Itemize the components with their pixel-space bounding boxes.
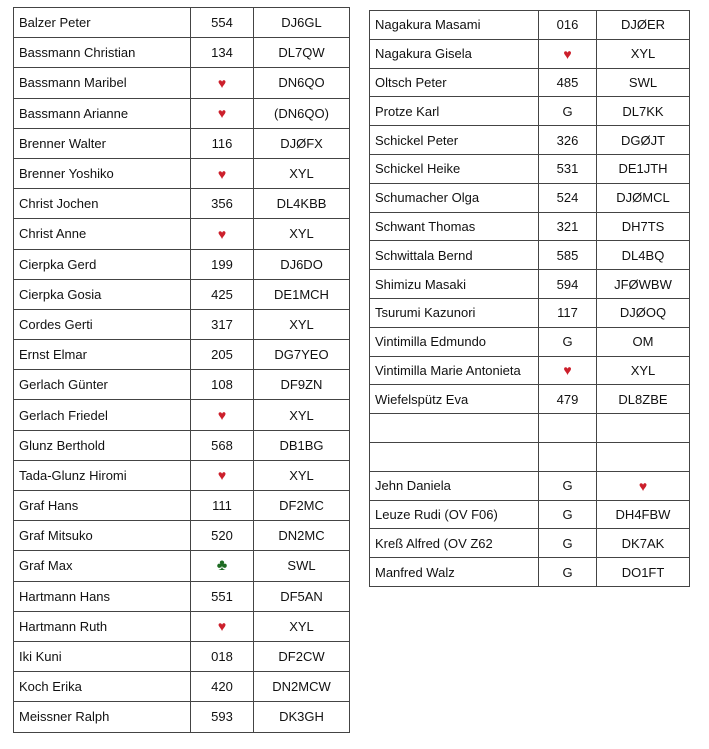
table-row (14, 430, 350, 460)
table-row (14, 400, 350, 430)
member-name: Ernst Elmar (14, 340, 191, 370)
member-name: Christ Anne (14, 219, 191, 249)
table-row (14, 309, 350, 339)
member-name: Gerlach Friedel (14, 400, 191, 430)
table-row (14, 551, 350, 581)
member-number (191, 400, 254, 430)
table-row (370, 529, 690, 558)
member-number: 016 (539, 11, 597, 40)
table-row (370, 183, 690, 212)
table-row (370, 97, 690, 126)
table-row (370, 298, 690, 327)
member-name: Schwittala Bernd (370, 241, 539, 270)
member-table-right (369, 10, 690, 587)
member-name: Hartmann Ruth (14, 611, 191, 641)
table-row (14, 460, 350, 490)
member-name: Manfred Walz (370, 558, 539, 587)
member-callsign (597, 414, 690, 443)
member-callsign: DH4FBW (597, 500, 690, 529)
heart-icon: ♥ (217, 618, 227, 635)
member-number: G (539, 97, 597, 126)
member-callsign: DGØJT (597, 126, 690, 155)
member-number: G (539, 327, 597, 356)
table-row (14, 38, 350, 68)
member-callsign: XYL (254, 309, 350, 339)
member-number: 568 (191, 430, 254, 460)
member-number: 117 (539, 298, 597, 327)
member-table-left (13, 7, 350, 733)
table-row (370, 39, 690, 68)
member-name: Oltsch Peter (370, 68, 539, 97)
member-name: Kreß Alfred (OV Z62 (370, 529, 539, 558)
member-number: 585 (539, 241, 597, 270)
table-row (14, 521, 350, 551)
member-number: 425 (191, 279, 254, 309)
member-name: Jehn Daniela (370, 471, 539, 500)
member-number: 018 (191, 641, 254, 671)
member-callsign (597, 471, 690, 500)
member-name: Graf Mitsuko (14, 521, 191, 551)
table-row (14, 279, 350, 309)
member-name: Bassmann Arianne (14, 98, 191, 128)
member-callsign: DK3GH (254, 702, 350, 732)
member-callsign: DG7YEO (254, 340, 350, 370)
table-row (14, 370, 350, 400)
table-row (370, 558, 690, 587)
member-name: Koch Erika (14, 672, 191, 702)
member-name: Graf Max (14, 551, 191, 581)
table-row (14, 219, 350, 249)
heart-icon: ♥ (563, 45, 572, 62)
member-callsign: XYL (597, 39, 690, 68)
member-name: Protze Karl (370, 97, 539, 126)
member-name: Nagakura Gisela (370, 39, 539, 68)
member-number: 326 (539, 126, 597, 155)
member-callsign: DJØOQ (597, 298, 690, 327)
member-callsign: DF5AN (254, 581, 350, 611)
member-callsign: DN2MCW (254, 672, 350, 702)
table-row (14, 98, 350, 128)
member-number: 593 (191, 702, 254, 732)
member-name: Tsurumi Kazunori (370, 298, 539, 327)
table-row (14, 340, 350, 370)
member-callsign: XYL (254, 158, 350, 188)
member-name: Cordes Gerti (14, 309, 191, 339)
member-callsign: DJ6GL (254, 8, 350, 38)
member-name: Bassmann Maribel (14, 68, 191, 98)
member-callsign: DK7AK (597, 529, 690, 558)
table-row (14, 8, 350, 38)
member-number: 111 (191, 491, 254, 521)
table-row (370, 241, 690, 270)
member-name: Iki Kuni (14, 641, 191, 671)
member-number: G (539, 529, 597, 558)
member-callsign: SWL (254, 551, 350, 581)
member-callsign: DF2MC (254, 491, 350, 521)
member-number: 205 (191, 340, 254, 370)
member-number: 420 (191, 672, 254, 702)
member-callsign: XYL (254, 400, 350, 430)
member-number: 479 (539, 385, 597, 414)
member-callsign: DJØER (597, 11, 690, 40)
member-name: Cierpka Gosia (14, 279, 191, 309)
member-number: 531 (539, 154, 597, 183)
member-name: Balzer Peter (14, 8, 191, 38)
member-number (539, 356, 597, 385)
member-number: 116 (191, 128, 254, 158)
table-row (14, 158, 350, 188)
member-callsign: OM (597, 327, 690, 356)
table-row (14, 611, 350, 641)
member-number (191, 98, 254, 128)
member-name: Vintimilla Edmundo (370, 327, 539, 356)
member-name: Gerlach Günter (14, 370, 191, 400)
member-number: 594 (539, 270, 597, 299)
member-callsign: DL8ZBE (597, 385, 690, 414)
member-number (191, 551, 254, 581)
member-name: Schickel Heike (370, 154, 539, 183)
table-row (370, 11, 690, 40)
member-number (191, 219, 254, 249)
member-name: Brenner Walter (14, 128, 191, 158)
member-number: 485 (539, 68, 597, 97)
member-number: 108 (191, 370, 254, 400)
table-row (14, 641, 350, 671)
member-number: 317 (191, 309, 254, 339)
table-row (370, 356, 690, 385)
member-callsign: DL7KK (597, 97, 690, 126)
member-callsign: DL7QW (254, 38, 350, 68)
member-callsign: DN2MC (254, 521, 350, 551)
table-row (370, 442, 690, 471)
member-callsign (597, 442, 690, 471)
member-name: Schwant Thomas (370, 212, 539, 241)
table-row (14, 491, 350, 521)
member-name (370, 414, 539, 443)
member-callsign: (DN6QO) (254, 98, 350, 128)
member-callsign: XYL (254, 460, 350, 490)
member-callsign: XYL (254, 611, 350, 641)
member-name: Christ Jochen (14, 189, 191, 219)
member-callsign: DL4KBB (254, 189, 350, 219)
member-number: 321 (539, 212, 597, 241)
member-name: Leuze Rudi (OV F06) (370, 500, 539, 529)
member-callsign: DF2CW (254, 641, 350, 671)
member-name: Cierpka Gerd (14, 249, 191, 279)
table-row (370, 500, 690, 529)
table-row (370, 385, 690, 414)
member-number (191, 158, 254, 188)
table-row (14, 189, 350, 219)
member-name: Nagakura Masami (370, 11, 539, 40)
member-number: G (539, 500, 597, 529)
table-row (370, 270, 690, 299)
table-row (14, 581, 350, 611)
table-row (14, 68, 350, 98)
member-number: 520 (191, 521, 254, 551)
member-number: 134 (191, 38, 254, 68)
member-callsign: SWL (597, 68, 690, 97)
member-number: 554 (191, 8, 254, 38)
member-number (191, 460, 254, 490)
heart-icon: ♥ (638, 477, 648, 494)
member-callsign: DJØFX (254, 128, 350, 158)
heart-icon: ♥ (563, 362, 572, 379)
member-number (191, 611, 254, 641)
table-row (370, 327, 690, 356)
member-number (539, 442, 597, 471)
member-name: Bassmann Christian (14, 38, 191, 68)
table-row (370, 212, 690, 241)
member-number: G (539, 471, 597, 500)
member-name: Hartmann Hans (14, 581, 191, 611)
table-row (370, 414, 690, 443)
member-name: Tada-Glunz Hiromi (14, 460, 191, 490)
member-callsign: XYL (254, 219, 350, 249)
member-callsign: DJ6DO (254, 249, 350, 279)
member-name (370, 442, 539, 471)
member-name: Glunz Berthold (14, 430, 191, 460)
heart-icon: ♥ (217, 165, 227, 182)
member-number: 199 (191, 249, 254, 279)
table-row (14, 249, 350, 279)
member-name: Schumacher Olga (370, 183, 539, 212)
heart-icon: ♥ (217, 407, 227, 424)
member-callsign: DF9ZN (254, 370, 350, 400)
member-callsign: DL4BQ (597, 241, 690, 270)
member-callsign: DE1JTH (597, 154, 690, 183)
heart-icon: ♥ (217, 74, 227, 91)
member-callsign: JFØWBW (597, 270, 690, 299)
table-row (370, 471, 690, 500)
member-callsign: DB1BG (254, 430, 350, 460)
heart-icon: ♥ (217, 225, 227, 242)
member-name: Vintimilla Marie Antonieta (370, 356, 539, 385)
member-number (191, 68, 254, 98)
member-number (539, 39, 597, 68)
table-row (14, 128, 350, 158)
member-callsign: DN6QO (254, 68, 350, 98)
member-callsign: XYL (597, 356, 690, 385)
member-callsign: DO1FT (597, 558, 690, 587)
table-row (370, 68, 690, 97)
member-name: Meissner Ralph (14, 702, 191, 732)
member-number: G (539, 558, 597, 587)
member-callsign: DH7TS (597, 212, 690, 241)
member-name: Wiefelspütz Eva (370, 385, 539, 414)
table-row (14, 702, 350, 732)
heart-icon: ♥ (217, 467, 227, 484)
member-number: 524 (539, 183, 597, 212)
heart-icon: ♥ (217, 105, 227, 122)
table-row (370, 126, 690, 155)
member-name: Brenner Yoshiko (14, 158, 191, 188)
member-number: 356 (191, 189, 254, 219)
member-callsign: DE1MCH (254, 279, 350, 309)
member-name: Graf Hans (14, 491, 191, 521)
member-number (539, 414, 597, 443)
member-name: Schickel Peter (370, 126, 539, 155)
member-callsign: DJØMCL (597, 183, 690, 212)
member-number: 551 (191, 581, 254, 611)
clover-icon: ♣ (216, 556, 228, 574)
member-name: Shimizu Masaki (370, 270, 539, 299)
table-row (370, 154, 690, 183)
table-row (14, 672, 350, 702)
